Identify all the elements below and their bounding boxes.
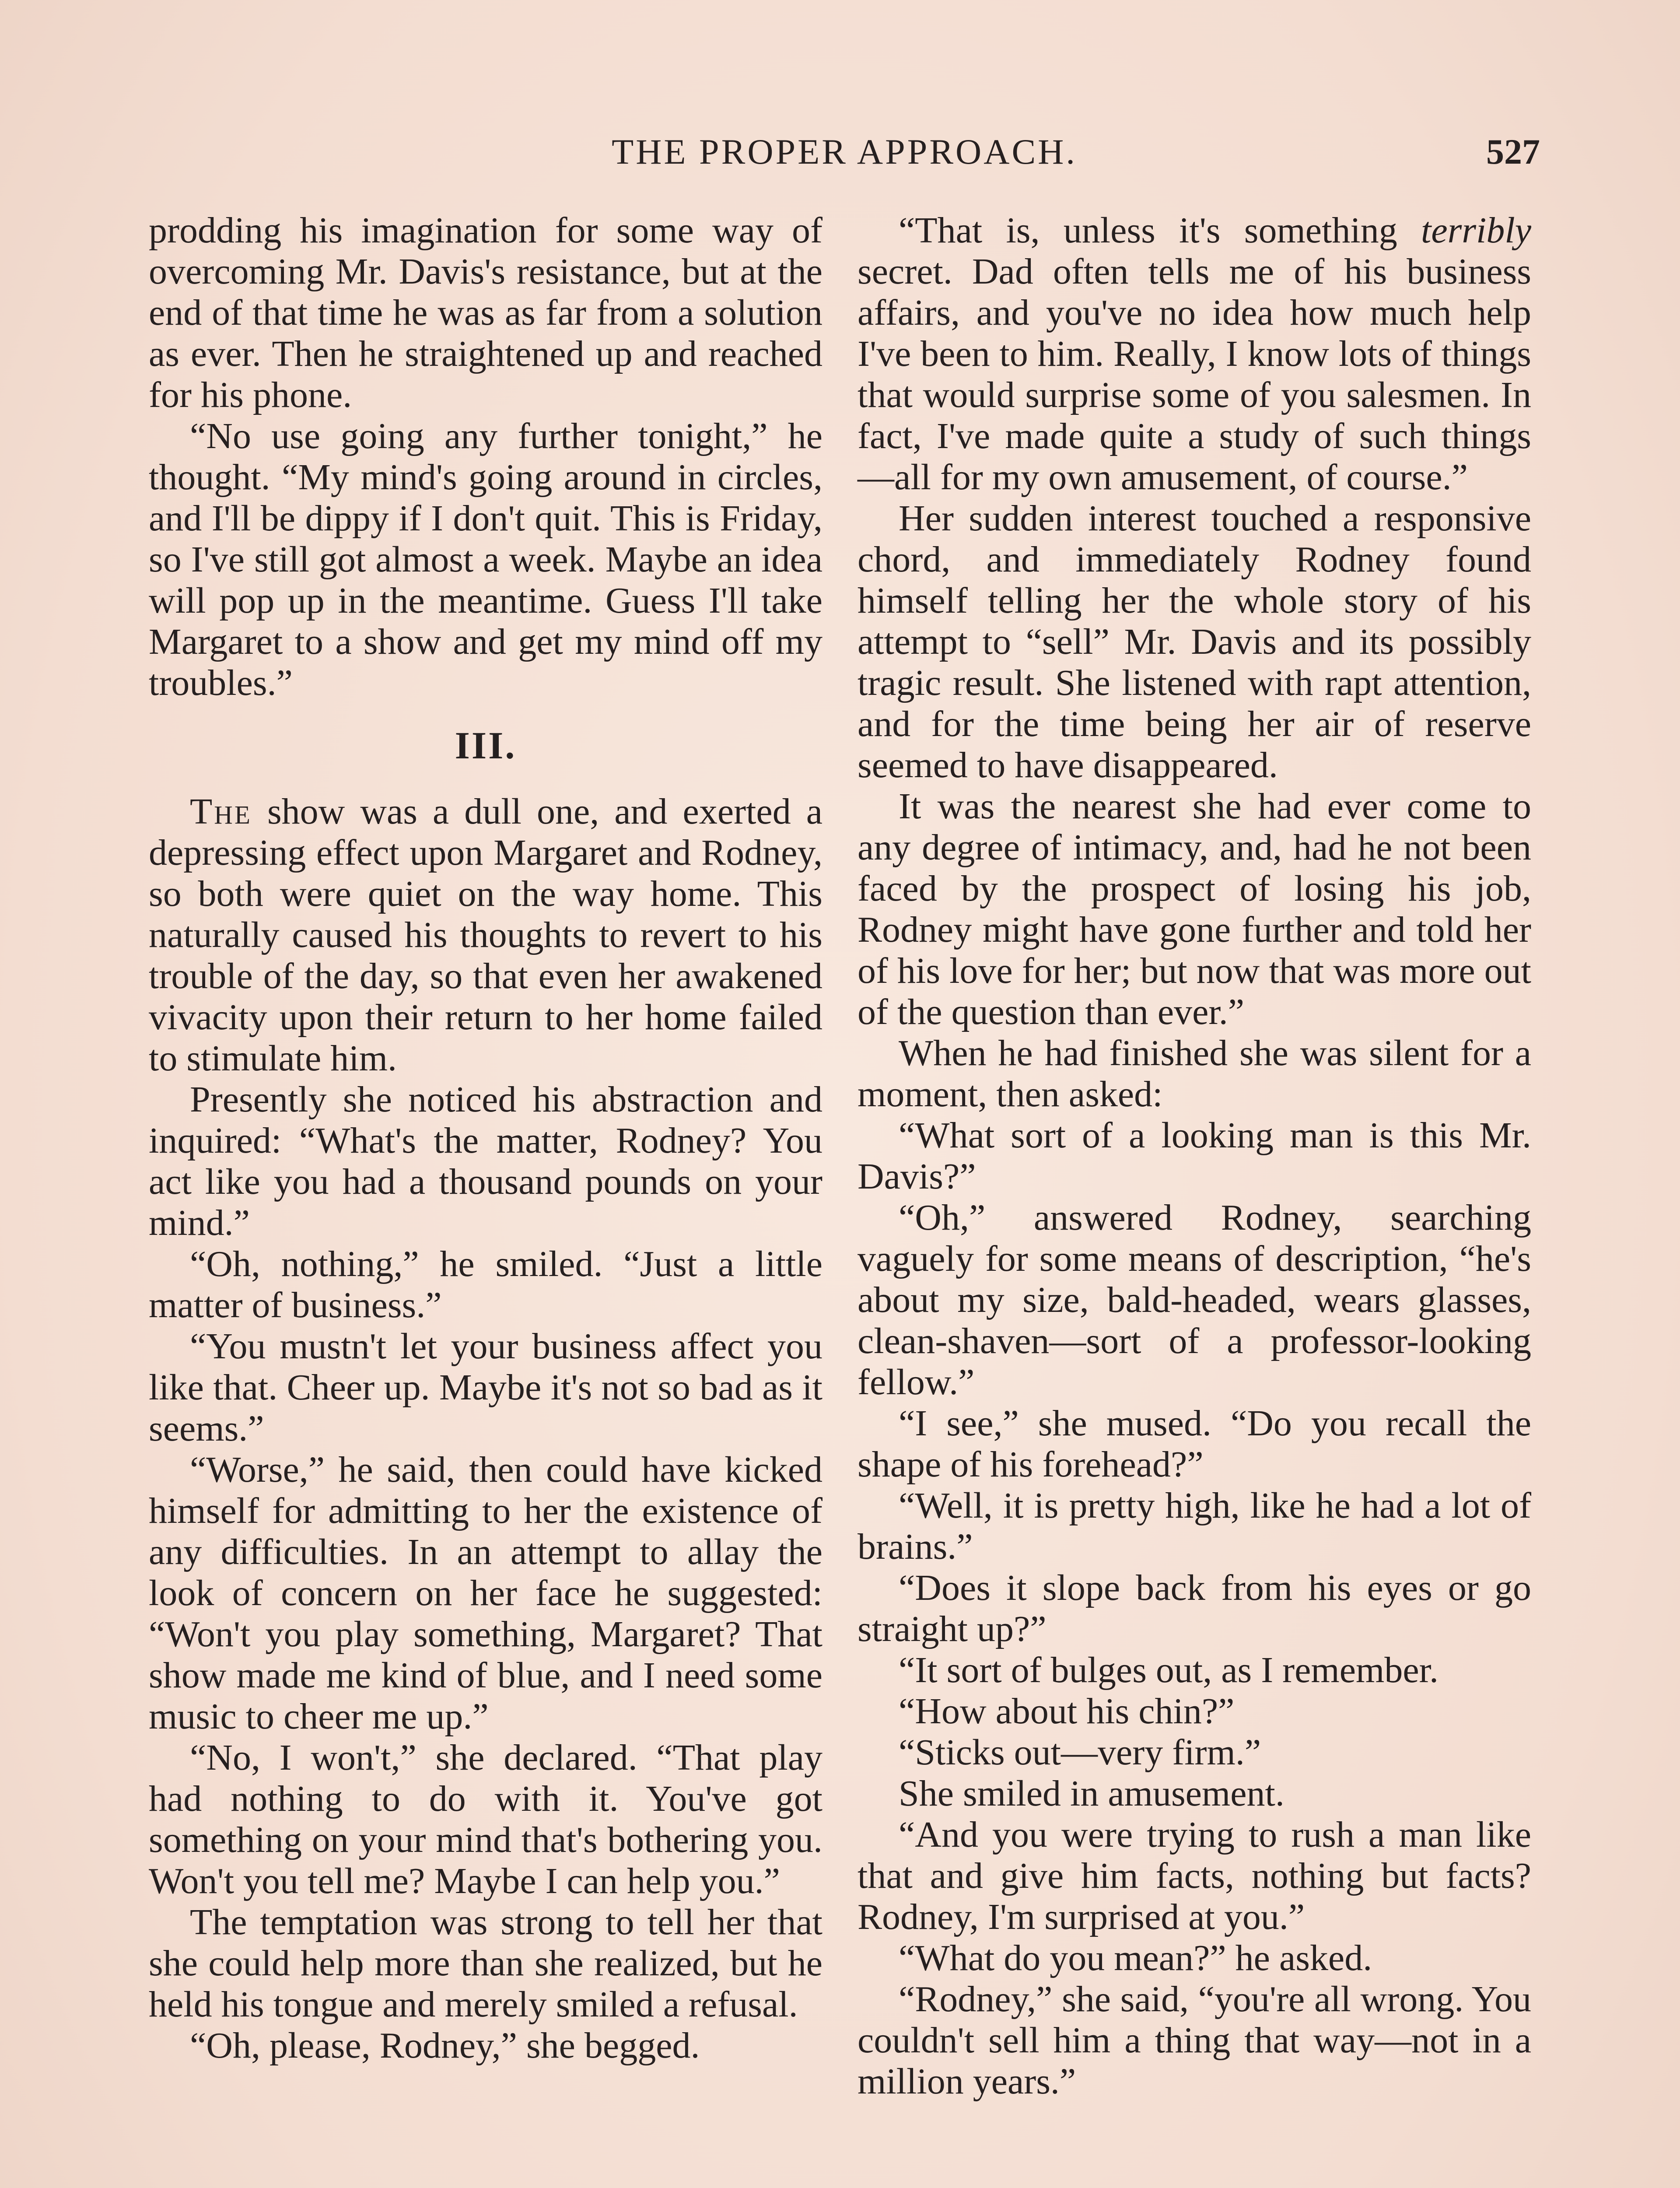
paragraph: When he had finished she was silent for a moment, then asked: <box>858 1033 1531 1115</box>
paragraph: “Does it slope back from his eyes or go straight up?” <box>858 1567 1531 1649</box>
paragraph: “And you were trying to rush a man like that and give him facts, nothing but facts? Rodney, I'm surprised at you.” <box>858 1814 1531 1937</box>
section-lead-word: The <box>190 791 252 832</box>
paragraph: She smiled in amusement. <box>899 1773 1284 1814</box>
paragraph: “Oh, nothing,” he smiled. “Just a little matter of business.” <box>149 1244 822 1325</box>
paragraph: “What do you mean?” he asked. <box>899 1938 1372 1978</box>
emphasis-text: terribly <box>1421 210 1531 251</box>
paragraph: The temptation was strong to tell her that she could help more than she realized, but he held his tongue and merely smiled a refusal. <box>149 1902 822 2025</box>
paragraph: “No, I won't,” she declared. “That play had nothing to do with it. You've got something on your mind that's bothering you. Won't you tell me? Maybe I can help you.” <box>149 1737 822 1901</box>
paragraph: “Sticks out—very firm.” <box>899 1732 1261 1773</box>
paragraph: “It sort of bulges out, as I remember. <box>899 1650 1438 1690</box>
section-heading: III. <box>455 725 517 767</box>
running-title: THE PROPER APPROACH. <box>612 132 1077 172</box>
paragraph: “Rodney,” she said, “you're all wrong. You couldn't sell him a thing that way—not in a million years.” <box>858 1979 1531 2102</box>
paragraph-text: show was a dull one, and exerted a depressing effect upon Margaret and Rodney, so both were quiet on the way home. This naturally caused his thoughts to revert to his trouble of the day, so that even her awakened vivacity upon their return to her home failed to stimulate him. <box>149 791 822 1079</box>
paragraph: “Worse,” he said, then could have kicked himself for admitting to her the existence of any difficulties. In an attempt to allay the look of concern on her face he suggested: “Won't you play something, Margaret? That show made me kind of blue, and I need some music to cheer me up.” <box>149 1449 822 1737</box>
paragraph: “How about his chin?” <box>899 1691 1235 1732</box>
paragraph: “Oh,” answered Rodney, searching vaguely for some means of description, “he's about my size, bald-headed, wears glasses, clean-shaven—sort of a professor-looking fellow.” <box>858 1197 1531 1403</box>
paragraph-text: “That is, unless it's something <box>899 210 1421 251</box>
paragraph: “You mustn't let your business affect you like that. Cheer up. Maybe it's not so bad as it seems.” <box>149 1326 822 1449</box>
paragraph: Presently she noticed his abstraction and inquired: “What's the matter, Rodney? You act like you had a thousand pounds on your mind.” <box>149 1079 822 1243</box>
paragraph: prodding his imagination for some way of overcoming Mr. Davis's resistance, but at the end of that time he was as far from a solution as ever. Then he straightened up and reached for his phone. <box>149 210 822 415</box>
paragraph <box>858 210 1531 498</box>
paragraph-text: secret. Dad often tells me of his business affairs, and you've no idea how much help I've been to him. Really, I know lots of things that would surprise some of you salesmen. In fact, I've made quite a study of such things —all for my own amusement, of course.” <box>858 251 1531 498</box>
right-column <box>858 210 1531 2102</box>
paragraph: “Oh, please, Rodney,” she begged. <box>190 2025 700 2066</box>
paragraph: “What sort of a looking man is this Mr. Davis?” <box>858 1115 1531 1197</box>
paragraph: “Well, it is pretty high, like he had a lot of brains.” <box>858 1485 1531 1567</box>
paragraph: It was the nearest she had ever come to any degree of intimacy, and, had he not been faced by the prospect of losing his job, Rodney might have gone further and told her of his love for her; but now that was more out of the question than ever.” <box>858 786 1531 1032</box>
paragraph: “No use going any further tonight,” he thought. “My mind's going around in circles, and I'll be dippy if I don't quit. This is Friday, so I've still got almost a week. Maybe an idea will pop up in the meantime. Guess I'll take Margaret to a show and get my mind off my troubles.” <box>149 416 822 703</box>
left-column <box>149 210 822 2066</box>
paragraph: Her sudden interest touched a responsive chord, and immediately Rodney found himself telling her the whole story of his attempt to “sell” Mr. Davis and its possibly tragic result. She listened with rapt attention, and for the time being her air of reserve seemed to have disappeared. <box>858 498 1531 785</box>
page-number: 527 <box>1486 132 1540 172</box>
paragraph: “I see,” she mused. “Do you recall the shape of his forehead?” <box>858 1403 1531 1485</box>
paragraph <box>149 791 822 1079</box>
